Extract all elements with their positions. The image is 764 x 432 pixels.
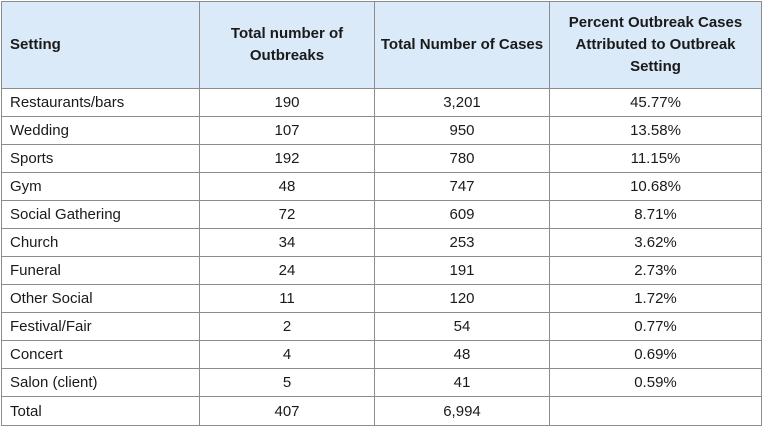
cell-cases: 609	[375, 201, 550, 229]
cell-setting: Wedding	[2, 117, 200, 145]
total-row	[2, 397, 762, 426]
table-row	[2, 313, 762, 341]
cell-percent: 11.15%	[550, 145, 762, 173]
total-outbreaks: 407	[200, 397, 375, 426]
cell-outbreaks: 5	[200, 369, 375, 397]
cell-setting: Social Gathering	[2, 201, 200, 229]
table-row	[2, 117, 762, 145]
cell-outbreaks: 11	[200, 285, 375, 313]
table-header	[2, 2, 762, 89]
cell-outbreaks: 4	[200, 341, 375, 369]
table-body	[2, 89, 762, 426]
table-row	[2, 201, 762, 229]
table-row	[2, 257, 762, 285]
cell-percent: 8.71%	[550, 201, 762, 229]
header-setting: Setting	[2, 2, 200, 89]
cell-cases: 3,201	[375, 89, 550, 117]
header-row	[2, 2, 762, 89]
cell-cases: 747	[375, 173, 550, 201]
cell-percent: 45.77%	[550, 89, 762, 117]
cell-outbreaks: 72	[200, 201, 375, 229]
table-row	[2, 285, 762, 313]
cell-setting: Sports	[2, 145, 200, 173]
header-percent-cases: Percent Outbreak Cases Attributed to Outbreak Setting	[550, 2, 762, 89]
cell-cases: 54	[375, 313, 550, 341]
cell-percent: 0.69%	[550, 341, 762, 369]
cell-setting: Funeral	[2, 257, 200, 285]
cell-cases: 253	[375, 229, 550, 257]
table-row	[2, 145, 762, 173]
cell-percent: 0.59%	[550, 369, 762, 397]
cell-cases: 950	[375, 117, 550, 145]
cell-outbreaks: 24	[200, 257, 375, 285]
cell-outbreaks: 48	[200, 173, 375, 201]
cell-setting: Concert	[2, 341, 200, 369]
cell-setting: Church	[2, 229, 200, 257]
cell-cases: 120	[375, 285, 550, 313]
cell-setting: Gym	[2, 173, 200, 201]
cell-setting: Restaurants/bars	[2, 89, 200, 117]
cell-cases: 48	[375, 341, 550, 369]
total-percent	[550, 397, 762, 426]
cell-percent: 3.62%	[550, 229, 762, 257]
cell-percent: 10.68%	[550, 173, 762, 201]
total-label: Total	[2, 397, 200, 426]
cell-percent: 13.58%	[550, 117, 762, 145]
cell-percent: 1.72%	[550, 285, 762, 313]
cell-outbreaks: 2	[200, 313, 375, 341]
cell-setting: Salon (client)	[2, 369, 200, 397]
table-row	[2, 369, 762, 397]
cell-cases: 780	[375, 145, 550, 173]
cell-cases: 41	[375, 369, 550, 397]
cell-cases: 191	[375, 257, 550, 285]
cell-setting: Other Social	[2, 285, 200, 313]
outbreak-settings-table	[1, 1, 762, 426]
cell-percent: 2.73%	[550, 257, 762, 285]
cell-outbreaks: 34	[200, 229, 375, 257]
header-total-cases: Total Number of Cases	[375, 2, 550, 89]
table-row	[2, 229, 762, 257]
cell-setting: Festival/Fair	[2, 313, 200, 341]
cell-percent: 0.77%	[550, 313, 762, 341]
table-row	[2, 89, 762, 117]
cell-outbreaks: 190	[200, 89, 375, 117]
header-total-outbreaks: Total number of Outbreaks	[200, 2, 375, 89]
total-cases: 6,994	[375, 397, 550, 426]
table-row	[2, 341, 762, 369]
cell-outbreaks: 107	[200, 117, 375, 145]
table-row	[2, 173, 762, 201]
cell-outbreaks: 192	[200, 145, 375, 173]
